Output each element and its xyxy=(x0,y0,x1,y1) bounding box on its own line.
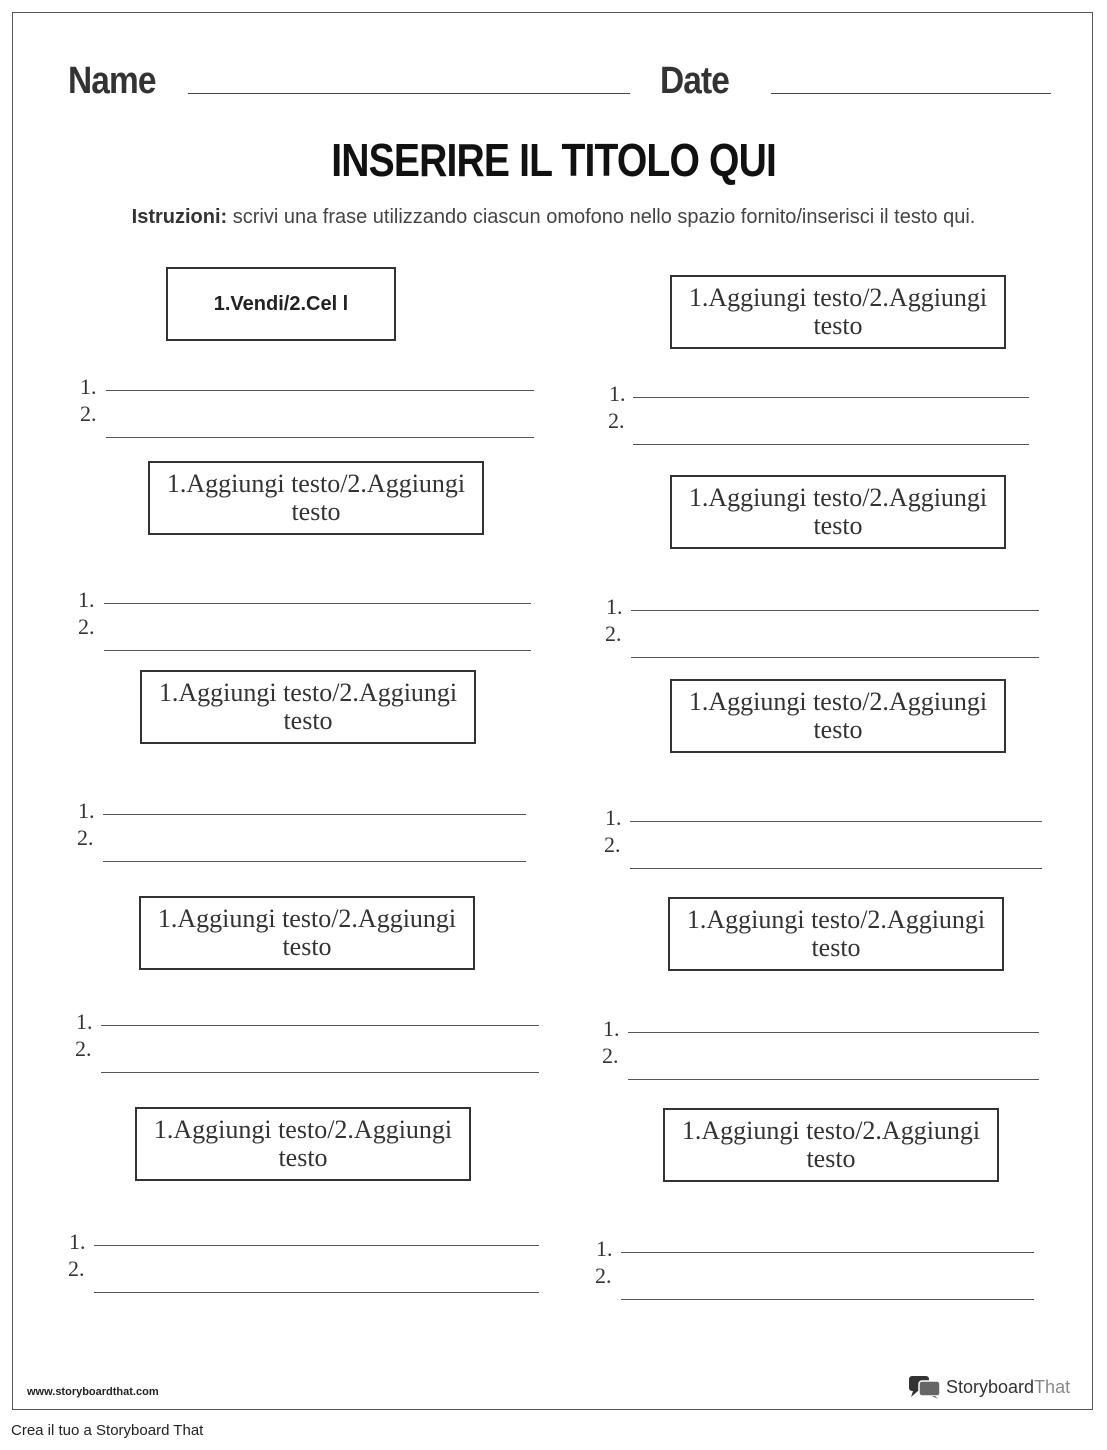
answer-line-left-1a[interactable] xyxy=(106,390,534,391)
answer-line-right-4a[interactable] xyxy=(628,1032,1039,1033)
answer-line-right-5a[interactable] xyxy=(621,1252,1034,1253)
homophone-box-left-5: 1.Aggiungi testo/2.Aggiungi testo xyxy=(135,1107,471,1181)
answer-number-2: 2. xyxy=(595,1263,612,1288)
homophone-box-right-2: 1.Aggiungi testo/2.Aggiungi testo xyxy=(670,475,1006,549)
answer-number-2: 2. xyxy=(77,825,94,850)
answer-number-1: 1. xyxy=(78,587,95,612)
answer-number-1: 1. xyxy=(609,381,626,406)
answer-number-2: 2. xyxy=(78,614,95,639)
answer-number-1: 1. xyxy=(596,1236,613,1261)
answer-number-1: 1. xyxy=(69,1229,86,1254)
storyboardthat-logo[interactable] xyxy=(908,1374,1070,1400)
homophone-box-left-4: 1.Aggiungi testo/2.Aggiungi testo xyxy=(139,896,475,970)
name-label: Name xyxy=(68,60,156,102)
answer-line-left-3a[interactable] xyxy=(103,814,526,815)
answer-number-2: 2. xyxy=(602,1043,619,1068)
homophone-box-right-4: 1.Aggiungi testo/2.Aggiungi testo xyxy=(668,897,1004,971)
answer-number-2: 2. xyxy=(75,1036,92,1061)
answer-number-1: 1. xyxy=(76,1009,93,1034)
date-label: Date xyxy=(660,60,729,102)
answer-line-right-3b[interactable] xyxy=(630,868,1042,869)
answer-number-2: 2. xyxy=(608,408,625,433)
answer-number-2: 2. xyxy=(68,1256,85,1281)
answer-line-right-1a[interactable] xyxy=(633,397,1029,398)
brand-name-part2: That xyxy=(1034,1376,1071,1397)
answer-line-left-3b[interactable] xyxy=(103,861,526,862)
footer-caption[interactable]: Crea il tuo a Storyboard That xyxy=(11,1422,204,1439)
answer-number-2: 2. xyxy=(604,832,621,857)
answer-number-1: 1. xyxy=(80,374,97,399)
answer-line-right-1b[interactable] xyxy=(633,444,1029,445)
footer-url[interactable]: www.storyboardthat.com xyxy=(27,1386,159,1398)
answer-number-2: 2. xyxy=(80,401,97,426)
answer-number-2: 2. xyxy=(605,621,622,646)
instructions-label: Istruzioni: xyxy=(131,206,228,228)
homophone-box-left-3: 1.Aggiungi testo/2.Aggiungi testo xyxy=(140,670,476,744)
answer-line-right-5b[interactable] xyxy=(621,1299,1034,1300)
homophone-box-right-3: 1.Aggiungi testo/2.Aggiungi testo xyxy=(670,679,1006,753)
page-title-text: INSERIRE IL TITOLO QUI xyxy=(331,134,776,186)
date-field-line[interactable] xyxy=(771,93,1051,94)
instructions xyxy=(0,206,1107,229)
answer-line-right-2b[interactable] xyxy=(631,657,1039,658)
answer-line-right-3a[interactable] xyxy=(630,821,1042,822)
homophone-box-left-1: 1.Vendi/2.Cel l xyxy=(166,267,396,341)
answer-number-1: 1. xyxy=(605,805,622,830)
name-field-line[interactable] xyxy=(188,93,630,94)
answer-line-left-4a[interactable] xyxy=(101,1025,539,1026)
homophone-box-left-2: 1.Aggiungi testo/2.Aggiungi testo xyxy=(148,461,484,535)
answer-line-right-2a[interactable] xyxy=(631,610,1039,611)
speech-bubbles-icon xyxy=(908,1374,942,1400)
answer-line-right-4b[interactable] xyxy=(628,1079,1039,1080)
answer-number-1: 1. xyxy=(606,594,623,619)
homophone-box-right-1: 1.Aggiungi testo/2.Aggiungi testo xyxy=(670,275,1006,349)
page-title xyxy=(0,133,1107,187)
answer-line-left-1b[interactable] xyxy=(106,437,534,438)
answer-line-left-2b[interactable] xyxy=(104,650,531,651)
homophone-box-right-5: 1.Aggiungi testo/2.Aggiungi testo xyxy=(663,1108,999,1182)
answer-number-1: 1. xyxy=(78,798,95,823)
brand-name-part1: Storyboard xyxy=(946,1376,1035,1397)
answer-number-1: 1. xyxy=(603,1016,620,1041)
answer-line-left-4b[interactable] xyxy=(101,1072,539,1073)
answer-line-left-5a[interactable] xyxy=(94,1245,539,1246)
instructions-text: scrivi una frase utilizzando ciascun omofono nello spazio fornito/inserisci il testo qui. xyxy=(227,206,976,228)
answer-line-left-5b[interactable] xyxy=(94,1292,539,1293)
answer-line-left-2a[interactable] xyxy=(104,603,531,604)
